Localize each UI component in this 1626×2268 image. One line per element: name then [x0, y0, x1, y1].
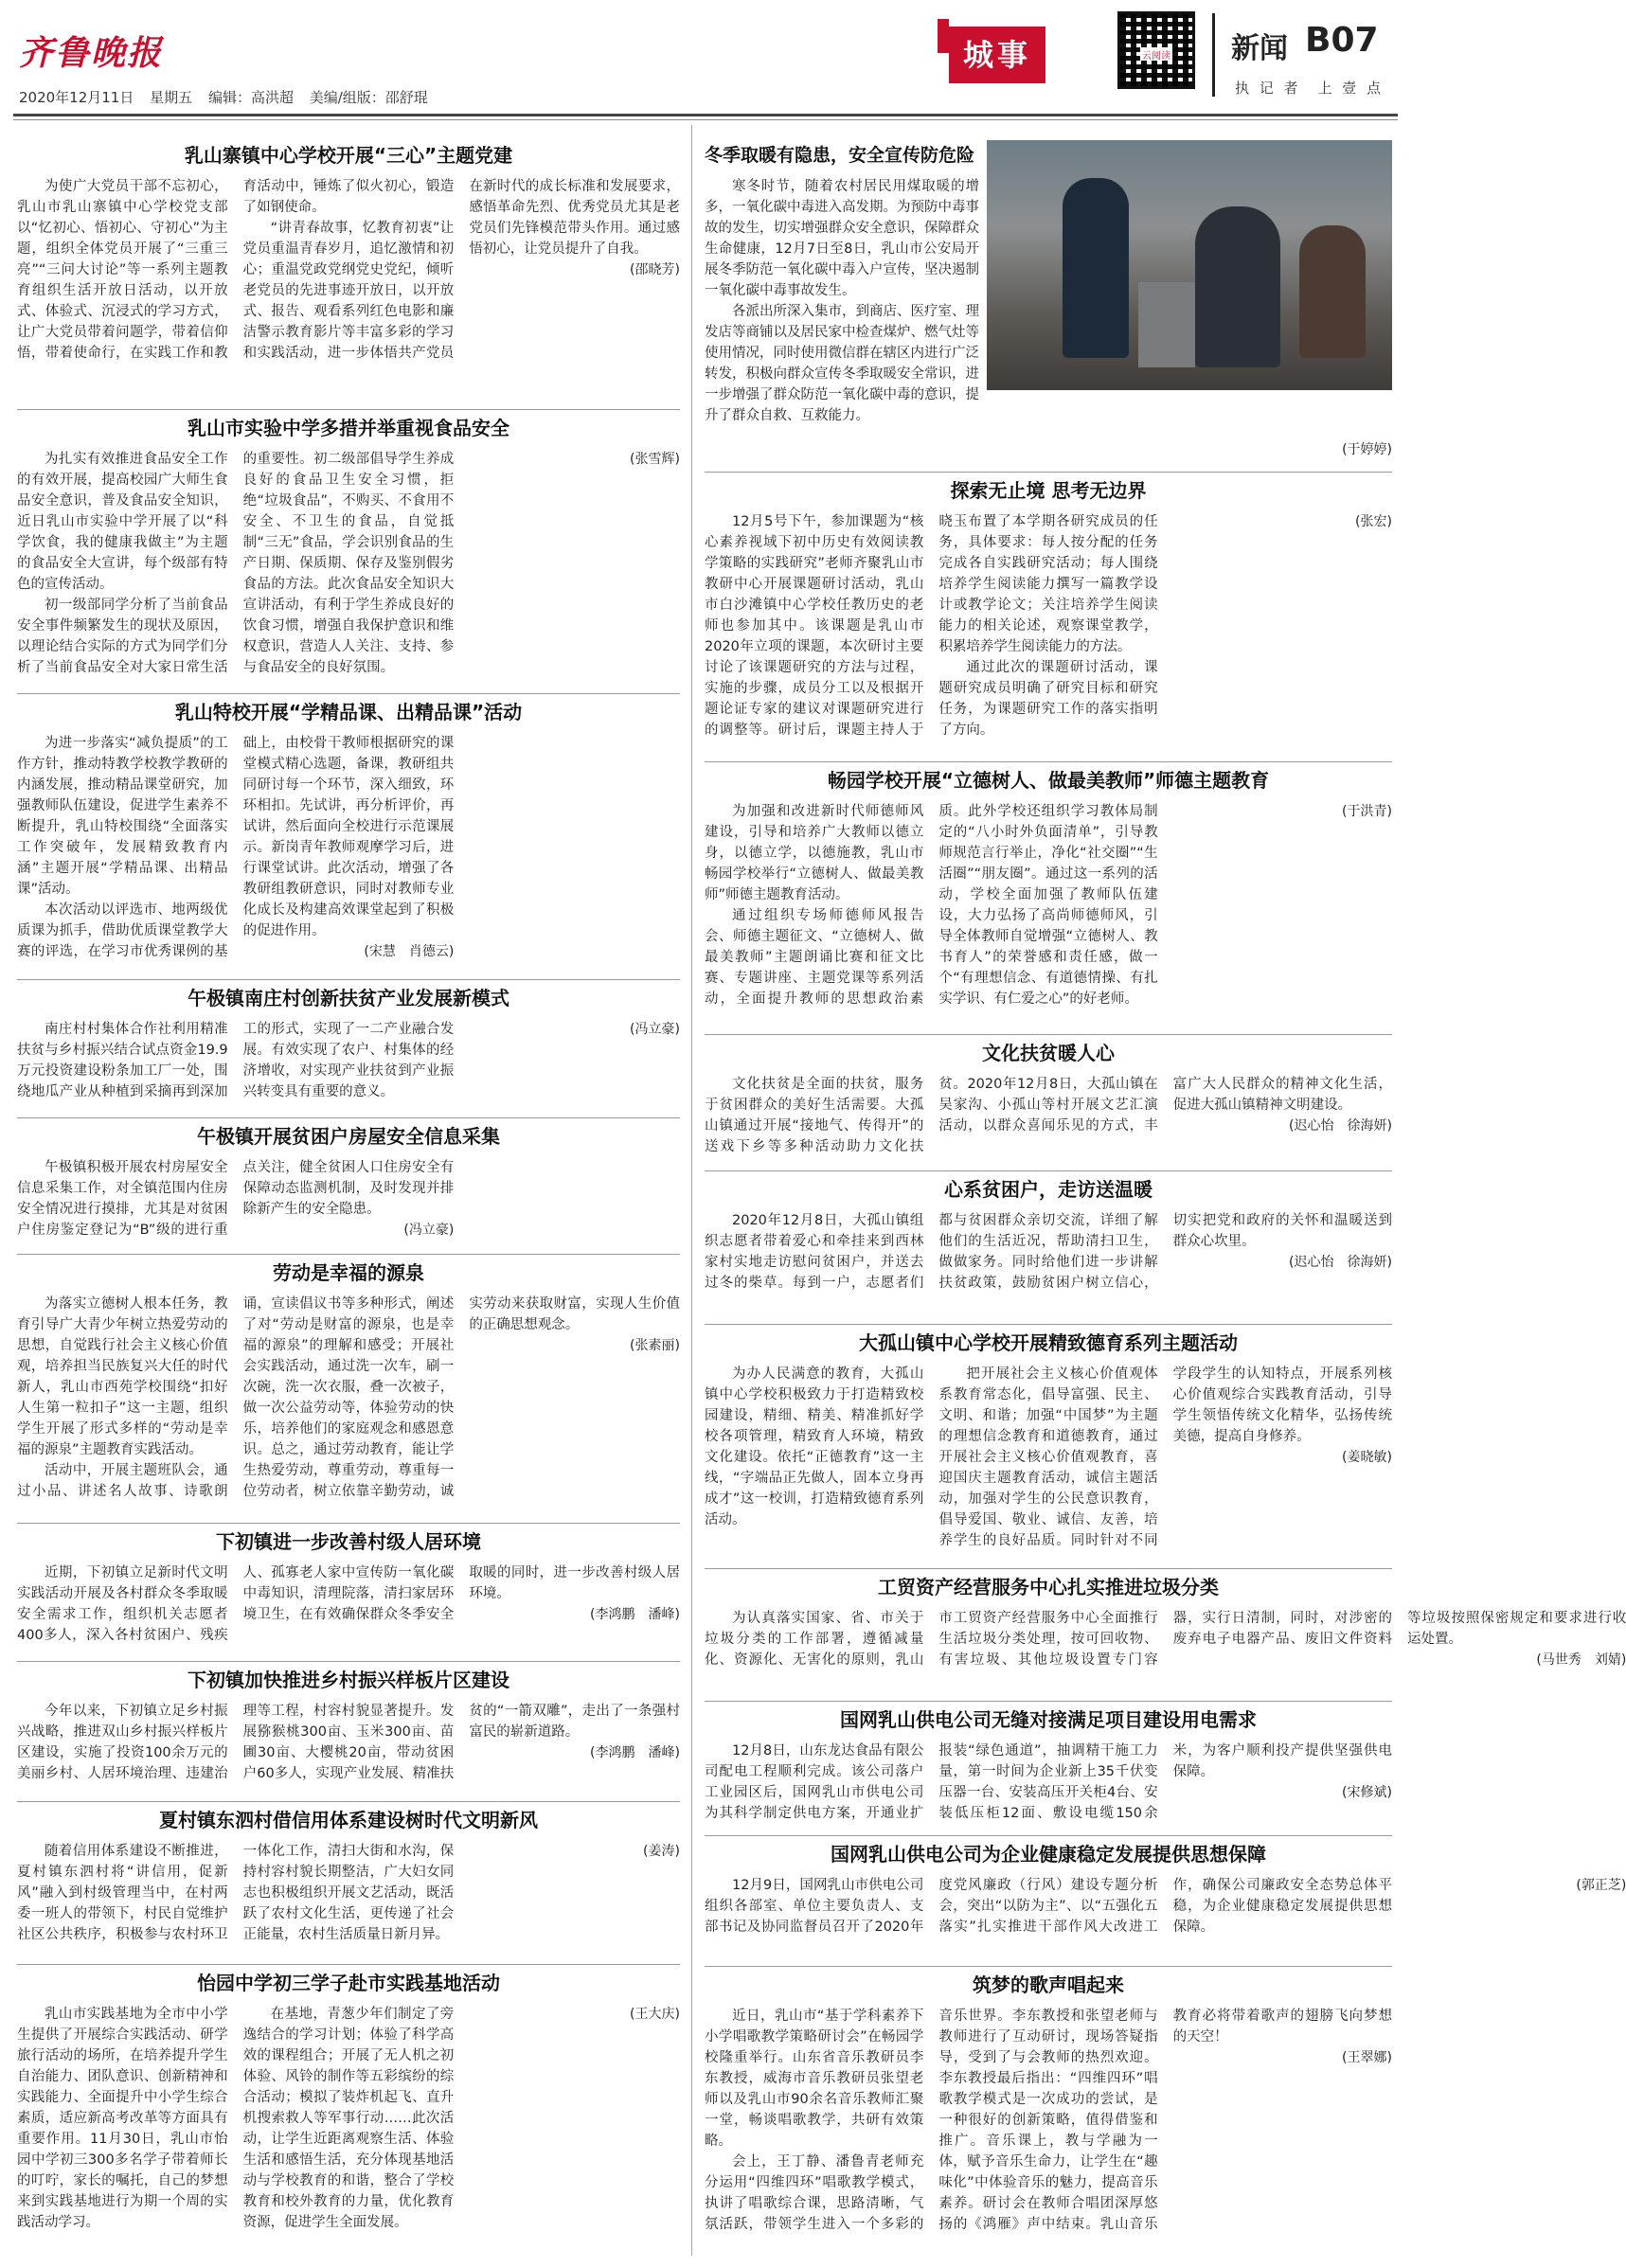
article-author: (王大庆): [630, 2007, 680, 2022]
article-title: 乳山市实验中学多措并举重视食品安全: [188, 417, 509, 439]
photo-figure: [1195, 206, 1280, 367]
article-paragraph: 会上，王丁静、潘鲁青老师充分运用“四维四环”唱歌教学模式，执讲了唱歌综合课，思路清晰，气氛活跃，带领学生进入一个多彩的音乐世界。李东教授和张望老师与教师进行了互动研讨，现场答疑指导，受到了与会教师的热烈欢迎。李东教授最后指出：“四维四环”唱歌教学模式是一次成功的尝试，是一种很好的创新策略，值得借鉴和推广。音乐课上，教与学融为一体，赋予音乐生命力，让学生在“趣味化”中体验音乐的魅力，提高音乐素养。研讨会在教师合唱团深厚悠扬的《鸿雁》声中结束。乳山音乐教育必将带着歌声的翅膀飞向梦想的天空！: [705, 2009, 1392, 2232]
article-title: 筑梦的歌声唱起来: [973, 1973, 1124, 1996]
article-title: 乳山寨镇中心学校开展“三心”主题党建: [184, 144, 513, 167]
article-paragraph: 午极镇积极开展农村房屋安全信息采集工作，对全镇范围内住房安全情况进行摸排，尤其是对贫困户住房鉴定登记为“B”级的进行重点关注，健全贫困人口住房安全有保障动态监测机制，及时发现并排除新产生的安全隐患。: [17, 1160, 455, 1238]
article-title: 夏村镇东泗村借信用体系建设树时代文明新风: [159, 1809, 538, 1831]
article-author: (冯立豪): [630, 1022, 680, 1037]
article: [705, 1841, 1626, 1962]
article: [705, 1040, 1392, 1167]
article-paragraph: 12月9日，国网乳山市供电公司组织各部室、单位主要负责人、支部书记及协同监督员召开了2020年度党风廉政（行风）建设专题分析会，突出“以防为主”、以“五强化五落实”扎实推进干部作风大改进工作，确保公司廉政安全态势总体平稳，为企业健康稳定发展提供思想保障。: [705, 1878, 1392, 1935]
photo-stove: [1138, 282, 1195, 367]
photo-figure: [1299, 225, 1366, 358]
article-paragraph: 初一级部同学分析了当前食品安全事件频繁发生的现状及原因，以理论结合实际的方式为同学们分析了当前食品安全对大家日常生活的重要性。初二级部倡导学生养成良好的食品卫生安全习惯，拒绝“垃圾食品”，不购买、不食用不安全、不卫生的食品，自觉抵制“三无”食品，学会识别食品的生产日期、保质期、保存及鉴别假劣食品的方法。此次食品安全知识大宣讲活动，有利于学生养成良好的饮食习惯，增强自我保护意识和维权意识，营造人人关注、支持、参与食品安全的良好氛围。: [17, 452, 455, 675]
article-paragraph: 12月5号下午，参加课题为“核心素养视域下初中历史有效阅读教学策略的实践研究”老师齐聚乳山市教研中心开展课题研讨活动，乳山市白沙滩镇中心学校任教历史的老师也参加其中。该课题是乳山市2020年立项的课题，本次研讨主要讨论了该课题研究的方法与过程，实施的步骤，成员分工以及根据开题论证专家的建议对课题研究进行的调整等。研讨后，课题主持人于晓玉布置了本学期各研究成员的任务，具体要求：每人按分配的任务完成各自实践研究活动；每人围绕培养学生阅读能力撰写一篇教学设计或教学论文；关注培养学生阅读能力的相关论述，观察课堂教学，积累培养学生阅读能力的方法。: [705, 514, 1158, 738]
article: [705, 767, 1392, 1030]
article-title: 劳动是幸福的源泉: [273, 1261, 424, 1284]
article-title: 怡园中学初三学子赴市实践基地活动: [197, 1972, 500, 1994]
article-title: 下初镇进一步改善村级人居环境: [216, 1530, 481, 1553]
editor-credit: 编辑：高洪超: [207, 89, 294, 106]
article-separator: [17, 1801, 680, 1802]
article-paragraph: 通过此次的课题研讨活动，课题研究成员明确了研究目标和研究任务，为课题研究工作的落实指明了方向。: [938, 660, 1158, 738]
article-separator: [17, 409, 680, 410]
article: [17, 699, 680, 975]
masthead-logo: 齐鲁晚报: [19, 33, 164, 73]
article-paragraph: 在基地，青葱少年们制定了旁逸结合的学习计划；体验了科学高效的课程组合；开展了无人机之初体验、风铃的制作等五彩缤纷的综合活动；模拟了装炸机起飞、直升机搜索救人等军事行动……此次活动，让学生近距离观察生活、体验生活和感悟生活，充分体现基地活动与学校教育的和谐，整合了学校教育和校外教育的力量，优化教育资源，促进学生全面发展。: [242, 2007, 455, 2230]
article: [705, 1706, 1392, 1831]
article-paragraph: 为进一步落实“减负提质”的工作方针，推动特教学校教学教研的内涵发展，推动精品课堂研究，加强教师队伍建设，促进学生素养不断提升，乳山特校围绕“全面落实工作突破年，发展精致教育内涵”主题开展“学精品课、出精品课”活动。: [17, 736, 228, 897]
header-divider: [1212, 13, 1215, 97]
article-separator: [705, 1034, 1392, 1035]
article-title: 工贸资产经营服务中心扎实推进垃圾分类: [878, 1576, 1219, 1598]
article-author: (冯立豪): [403, 1223, 455, 1238]
article-author: (宋慧 肖德云): [364, 944, 455, 959]
article-title: 冬季取暖有隐患，安全宣传防危险: [705, 145, 975, 166]
article: [17, 1807, 680, 1960]
article-title: 乳山特校开展“学精品课、出精品课”活动: [174, 701, 523, 723]
issue-date: 2020年12月11日: [19, 89, 134, 106]
article-author: (张素丽): [630, 1338, 680, 1353]
article-title: 国网乳山供电公司为企业健康稳定发展提供思想保障: [831, 1843, 1266, 1866]
article-paragraph: 把开展社会主义核心价值观体系教育常态化，倡导富强、民主、文明、和谐；加强“中国梦”为主题的理想信念教育和道德教育，通过开展社会主义核心价值观教育，喜迎国庆主题教育活动，诚信主题活动，加强对学生的公民意识教育，倡导爱国、敬业、诚信、友善，培养学生的良好品质。同时针对不同学段学生的认知特点，开展系列核心价值观综合实践教育活动，引导学生领悟传统文化精华，弘扬传统美德，提高自身修养。: [938, 1366, 1392, 1548]
header-rule: [13, 114, 1398, 116]
article-author: (姜晓敏): [1342, 1450, 1392, 1465]
photo-figure: [1063, 178, 1129, 358]
designer-credit: 美编/组版：邵舒琨: [309, 89, 428, 106]
article-author: (张宏): [1355, 514, 1392, 529]
article-author: (马世秀 刘婧): [1536, 1652, 1626, 1668]
article-author: (姜涛): [643, 1844, 680, 1859]
article-author: (迟心怡 徐海妍): [1289, 1255, 1392, 1270]
article-paragraph: 12月8日，山东龙达食品有限公司配电工程顺利完成。该公司落户工业园区后，国网乳山市供电公司为其科学制定供电方案，开通业扩报装“绿色通道”，抽调精干施工力量，第一时间为企业新上35千伏变压器一台、安装高压开关柜4台、安装低压柜12面、敷设电缆150余米，为客户顺利投产提供坚强供电保障。: [705, 1743, 1392, 1821]
section-label: 城事: [949, 27, 1045, 83]
article-separator: [705, 1170, 1392, 1171]
article-paragraph: “讲青春故事，忆教育初衷”让党员重温青春岁月，追忆激情和初心；重温党政党纲党史党纪，倾听老党员的先进事迹开放日，以开放式、报告、观看系列红色电影和廉洁警示教育影片等丰富多彩的学习和实践活动，进一步体悟共产党员在新时代的成长标准和发展要求，感悟革命先烈、优秀党员尤其是老党员们先锋模范带头作用。通过感悟初心，让党员提升了自我。: [242, 179, 680, 361]
article: [705, 1574, 1626, 1697]
article-separator: [17, 1254, 680, 1255]
article-author: (郭正芝): [1576, 1878, 1626, 1893]
article-title: 心系贫困户，走访送温暖: [944, 1178, 1152, 1201]
article-separator: [17, 1964, 680, 1965]
article-paragraph: 为加强和改进新时代师德师风建设，引导和培养广大教师以德立身，以德立学，以德施教，乳山市畅园学校举行“立德树人、做最美教师”师德主题教育活动。: [705, 804, 924, 902]
news-photo: [987, 140, 1392, 390]
article-title: 畅园学校开展“立德树人、做最美教师”师德主题教育: [827, 769, 1270, 792]
page-category: 新闻: [1231, 32, 1288, 65]
article-author: (邵晓芳): [630, 262, 680, 277]
article-separator: [17, 1523, 680, 1524]
article-paragraph: 为落实立德树人根本任务，教育引导广大青少年树立热爱劳动的思想，自觉践行社会主义核心价值观，培养担当民族复兴大任的时代新人，乳山市西苑学校围绕“扣好人生第一粒扣子”这一主题，组织学生开展了形式多样的“劳动是幸福的源泉”主题教育实践活动。: [17, 1296, 228, 1457]
article-title: 国网乳山供电公司无缝对接满足项目建设用电需求: [840, 1708, 1257, 1731]
article-title: 午极镇开展贫困户房屋安全信息采集: [197, 1125, 500, 1148]
issue-weekday: 星期五: [150, 89, 193, 106]
article-paragraph: 南庄村村集体合作社利用精准扶贫与乡村振兴结合试点资金19.9万元投资建设粉条加工厂一处，围绕地瓜产业从种植到采摘再到深加工的形式，实现了一二产业融合发展。有效实现了农户、村集体的经济增收，对实现产业扶贫到产业振兴转变具有重要的意义。: [17, 1022, 455, 1099]
article: [705, 1330, 1392, 1564]
article-title: 文化扶贫暖人心: [982, 1042, 1115, 1064]
article: [17, 142, 680, 405]
article-author: (于洪青): [1342, 804, 1392, 819]
article-paragraph: 为认真落实国家、省、市关于垃圾分类的工作部署，遵循减量化、资源化、无害化的原则，乳山市工贸资产经营服务中心全面推行生活垃圾分类处理，按可回收物、有害垃圾、其他垃圾设置专门容器，实行日清制，同时，对涉密的废弃电子电器产品、废旧文件资料等垃圾按照保密规定和要求进行收运处置。: [705, 1611, 1626, 1668]
article: [705, 477, 1392, 758]
article-paragraph: 寒冬时节，随着农村居民用煤取暖的增多，一氧化碳中毒进入高发期。为预防中毒事故的发生，切实增强群众安全意识，保障群众生命健康，12月7日至8日，乳山市公安局开展冬季防范一氧化碳中毒入户宣传，坚决遏制一氧化碳中毒事故发生。: [705, 179, 979, 298]
article-separator: [17, 693, 680, 694]
article-title: 探索无止境 思考无边界: [950, 479, 1147, 502]
article: [705, 1972, 1392, 2256]
article: [17, 1528, 680, 1657]
article-author: (于婷婷): [1342, 442, 1392, 457]
article-author: (宋修斌): [1342, 1785, 1392, 1800]
article-author: (李鸿鹏 潘峰): [590, 1745, 680, 1760]
issue-meta: [19, 87, 439, 107]
article-separator: [705, 472, 1392, 473]
page-number: B07: [1305, 21, 1379, 60]
article-separator: [705, 761, 1392, 762]
article-paragraph: 通过组织专场师德师风报告会、师德主题征文、“立德树人、做最美教师”主题朗诵比赛和征文比赛、专题讲座、主题党课等系列活动，全面提升教师的思想政治素质。此外学校还组织学习教体局制定的“八小时外负面清单”，引导教师规范言行举止，净化“社交圈”“生活圈”“朋友圈”。通过这一系列的活动，学校全面加强了教师队伍建设，大力弘扬了高尚师德师风，引导全体教师自觉增强“立德树人、教书育人”的荣誉感和责任感，做一个“有理想信念、有道德情操、有扎实学识、有仁爱之心”的好老师。: [705, 804, 1158, 1007]
article: [17, 1667, 680, 1797]
article-paragraph: 为使广大党员干部不忘初心，乳山市乳山寨镇中心学校党支部以“忆初心、悟初心、守初心”为主题，组织全体党员开展了“三重三亮”“三问大讨论”等一系列主题教育组织生活开放日活动，以开放式、体验式、沉浸式的学习方式，让广大党员带着问题学，带着信仰悟，带着使命行，在实践工作和教育活动中，锤炼了似火初心，锻造了如钢使命。: [17, 179, 455, 361]
article-paragraph: 各派出所深入集市，到商店、医疗室、理发店等商铺以及居民家中检查煤炉、燃气灶等使用情况，同时使用微信群在辖区内进行广泛转发，积极向群众宣传冬季取暖安全常识，进一步增强了群众防范一氧化碳中毒的意识，提升了群众自救、互救能力。: [705, 304, 979, 423]
article-continued: [987, 396, 1392, 468]
article-paragraph: 2020年12月8日，大孤山镇组织志愿者带着爱心和牵挂来到西林家村实地走访慰问贫困户，并送去过冬的柴草。每到一户，志愿者们都与贫困群众亲切交流，详细了解他们的生活近况，帮助清扫卫生，做做家务。同时给他们进一步讲解扶贫政策，鼓励贫困户树立信心，切实把党和政府的关怀和温暖送到群众心坎里。: [705, 1213, 1392, 1291]
article-title: 午极镇南庄村创新扶贫产业发展新模式: [188, 987, 509, 1009]
article: [17, 985, 680, 1114]
article-separator: [705, 1324, 1392, 1325]
article-title: 大孤山镇中心学校开展精致德育系列主题活动: [859, 1331, 1238, 1354]
article-paragraph: 为扎实有效推进食品安全工作的有效开展，提高校园广大师生食品安全意识，普及食品安全知识，近日乳山市实验中学开展了以“科学饮食，我的健康我做主”为主题的食品安全大宣讲，每个级部有特色的宣传活动。: [17, 452, 228, 592]
article-separator: [17, 1661, 680, 1662]
article-author: (王翠娜): [1342, 2050, 1392, 2065]
article-author: (迟心怡 徐海妍): [1289, 1118, 1392, 1134]
article: [17, 415, 680, 689]
article-paragraph: 活动中，开展主题班队会，通过小品、讲述名人故事、诗歌朗诵，宣读倡议书等多种形式，阐述了对“劳动是财富的源泉，也是幸福的源泉”的理解和感受；开展社会实践活动，通过洗一次车，刷一次碗，洗一次衣服，叠一次被子，做一次公益劳动等，体验劳动的快乐，培养他们的家庭观念和感恩意识。总之，通过劳动教育，能让学生热爱劳动，尊重劳动，尊重每一位劳动者，树立依靠辛勤劳动，诚实劳动来获取财富，实现人生价值的正确思想观念。: [17, 1296, 680, 1499]
article-paragraph: 随着信用体系建设不断推进，夏村镇东泗村将“讲信用，促新风”融入到村级管理当中，在村两委一班人的带领下，村民自觉维护社区公共秩序，积极参与农村环卫一体化工作，清扫大街和水沟，保持村容村貌长期整洁，广大妇女同志也积极组织开展文艺活动，既活跃了农村文化生活，更传递了社会正能量，农村生活质量日新月异。: [17, 1844, 455, 1942]
column-divider: [691, 125, 692, 2256]
article-paragraph: 文化扶贫是全面的扶贫，服务于贫困群众的美好生活需要。大孤山镇通过开展“接地气、传得开”的送戏下乡等多种活动助力文化扶贫。2020年12月8日，大孤山镇在吴家沟、小孤山等村开展文艺汇演活动，以群众喜闻乐见的方式，丰富广大人民群众的精神文化生活，促进大孤山镇精神文明建设。: [705, 1077, 1392, 1154]
article-separator: [705, 1568, 1392, 1569]
reporter-credit: 执 记 者 上 壹 点: [1235, 80, 1385, 97]
article-separator: [705, 1835, 1392, 1836]
article-paragraph: 近期，下初镇立足新时代文明实践活动开展及各村群众冬季取暖安全需求工作，组织机关志愿者400多人，深入各村贫困户、残疾人、孤寡老人家中宣传防一氧化碳中毒知识，清理院落，清扫家居环境卫生，在有效确保群众冬季安全取暖的同时，进一步改善村级人居环境。: [17, 1565, 680, 1643]
article-separator: [705, 1701, 1392, 1702]
article: [17, 1970, 680, 2254]
header-rule-thin: [13, 119, 1398, 120]
article: [705, 1176, 1392, 1320]
article-separator: [17, 1117, 680, 1118]
article-paragraph: 近日，乳山市“基于学科素养下小学唱歌教学策略研讨会”在畅园学校隆重举行。山东省音乐教研员李东教授，威海市音乐教研员张望老师以及乳山市90余名音乐教师汇聚一堂，畅谈唱歌教学，共研有效策略。: [705, 2009, 924, 2149]
article-paragraph: 为办人民满意的教育，大孤山镇中心学校积极致力于打造精致校园建设，精细、精美、精准抓好学校各项管理，精致育人环境，精致文化建设。依托“正德教育”这一主线，“字端品正先做人，固本立身再成才”这一校训，打造精致德育系列活动。: [705, 1366, 924, 1527]
article-paragraph: 乳山市实践基地为全市中小学生提供了开展综合实践活动、研学旅行活动的场所，在培养提升学生自治能力、团队意识、创新精神和实践能力、全面提升中小学生综合素质，适应新高考改革等方面具有重要作用。11月30日，乳山市怡园中学初三300多名学子带着师长的叮咛，家长的嘱托，自己的梦想来到实践基地进行为期一个周的实践活动学习。: [17, 2007, 228, 2230]
article-separator: [705, 1966, 1392, 1967]
article-author: (张雪辉): [630, 452, 680, 467]
article-paragraph: 今年以来，下初镇立足乡村振兴战略，推进双山乡村振兴样板片区建设，实施了投资100余万元的美丽乡村、人居环境治理、违建治理等工程，村容村貌显著提升。发展猕猴桃300亩、玉米300亩、苗圃30亩、大樱桃20亩，带动贫困户60多人，实现产业发展、精准扶贫的“一箭双雕”，走出了一条强村富民的崭新道路。: [17, 1704, 680, 1781]
article: [705, 142, 979, 464]
article: [17, 1259, 680, 1519]
article-separator: [17, 979, 680, 980]
article: [17, 1123, 680, 1250]
article-paragraph: 本次活动以评选市、地两级优质课为抓手，借助优质课堂教学大赛的评选，在学习市优秀课例的基础上，由校骨干教师根据研究的课堂模式精心选题，备课，教研组共同研讨每一个环节，深入细致，环环相扣。先试讲，再分析评价，再试讲，然后面向全校进行示范课展示。新岗青年教师观摩学习后，进行课堂试讲。此次活动，增强了各教研组教研意识，同时对教师专业化成长及构建高效课堂起到了积极的促进作用。: [17, 736, 455, 959]
article-author: (李鸿鹏 潘峰): [590, 1607, 680, 1622]
page-header: [13, 9, 1398, 131]
article-title: 下初镇加快推进乡村振兴样板片区建设: [188, 1669, 509, 1691]
qr-code-label: 云阅读: [1140, 47, 1172, 61]
